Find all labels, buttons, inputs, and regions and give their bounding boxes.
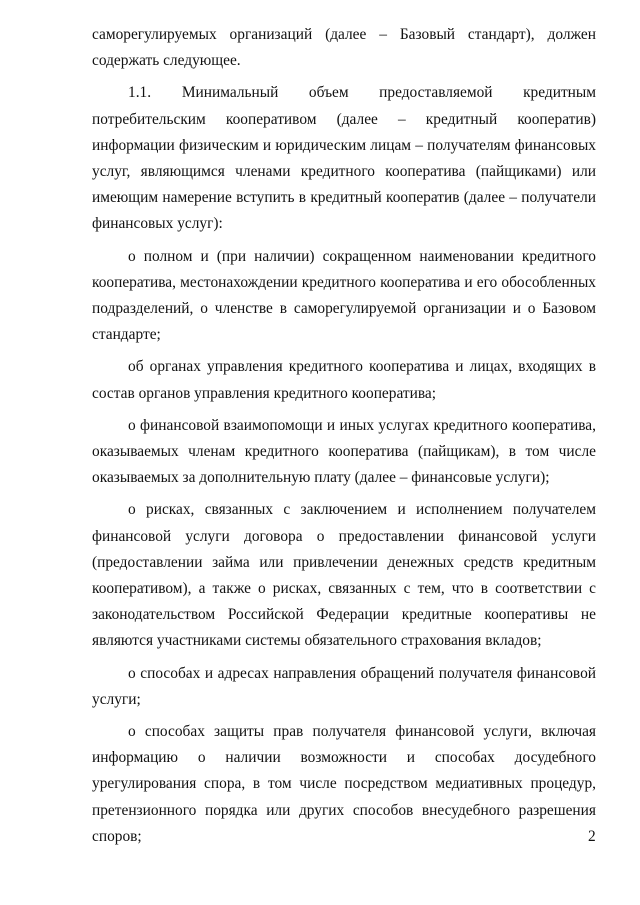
- paragraph-item-risks: о рисках, связанных с заключением и исполнением получателем финансовой услуги договора о предоставлении финансовой услуги (предоставлении займа или привлечении денежных средств кредитным кооперативом), а также о рисках, связанных с тем, что в соответствии с законодательством Российской Федерации кредитные кооперативы не являются участниками системы обязательного страхования вкладов;: [92, 501, 596, 650]
- paragraph-intro: саморегулируемых организаций (далее – Базовый стандарт), должен содержать следующее.: [92, 26, 596, 70]
- paragraph-item-appeals: о способах и адресах направления обращений получателя финансовой услуги;: [92, 664, 596, 708]
- paragraph-item-protection: о способах защиты прав получателя финансовой услуги, включая информацию о наличии возможности и способах досудебного урегулирования спора, в том числе посредством медиативных процедур, претензионного порядка или других способов внесудебного разрешения споров;: [92, 723, 596, 845]
- paragraph-clause-1-1: 1.1. Минимальный объем предоставляемой кредитным потребительским кооперативом (далее – кредитный кооператив) информации физическим и юридическим лицам – получателям финансовых услуг, являющимся членами кредитного кооператива (пайщиками) или имеющим намерение вступить в кредитный кооператив (далее – получатели финансовых услуг):: [92, 84, 596, 233]
- paragraph-item-name: о полном и (при наличии) сокращенном наименовании кредитного кооператива, местонахождении кредитного кооператива и его обособленных подразделений, о членстве в саморегулируемой организации и о Базовом стандарте;: [92, 247, 596, 344]
- paragraph-item-management: об органах управления кредитного кооператива и лицах, входящих в состав органов управления кредитного кооператива;: [92, 358, 596, 402]
- document-body: [92, 22, 596, 856]
- page-number: 2: [588, 828, 596, 845]
- paragraph-item-services: о финансовой взаимопомощи и иных услугах кредитного кооператива, оказываемых членам кредитного кооператива (пайщикам), в том числе оказываемых за дополнительную плату (далее – финансовые услуги);: [92, 416, 596, 487]
